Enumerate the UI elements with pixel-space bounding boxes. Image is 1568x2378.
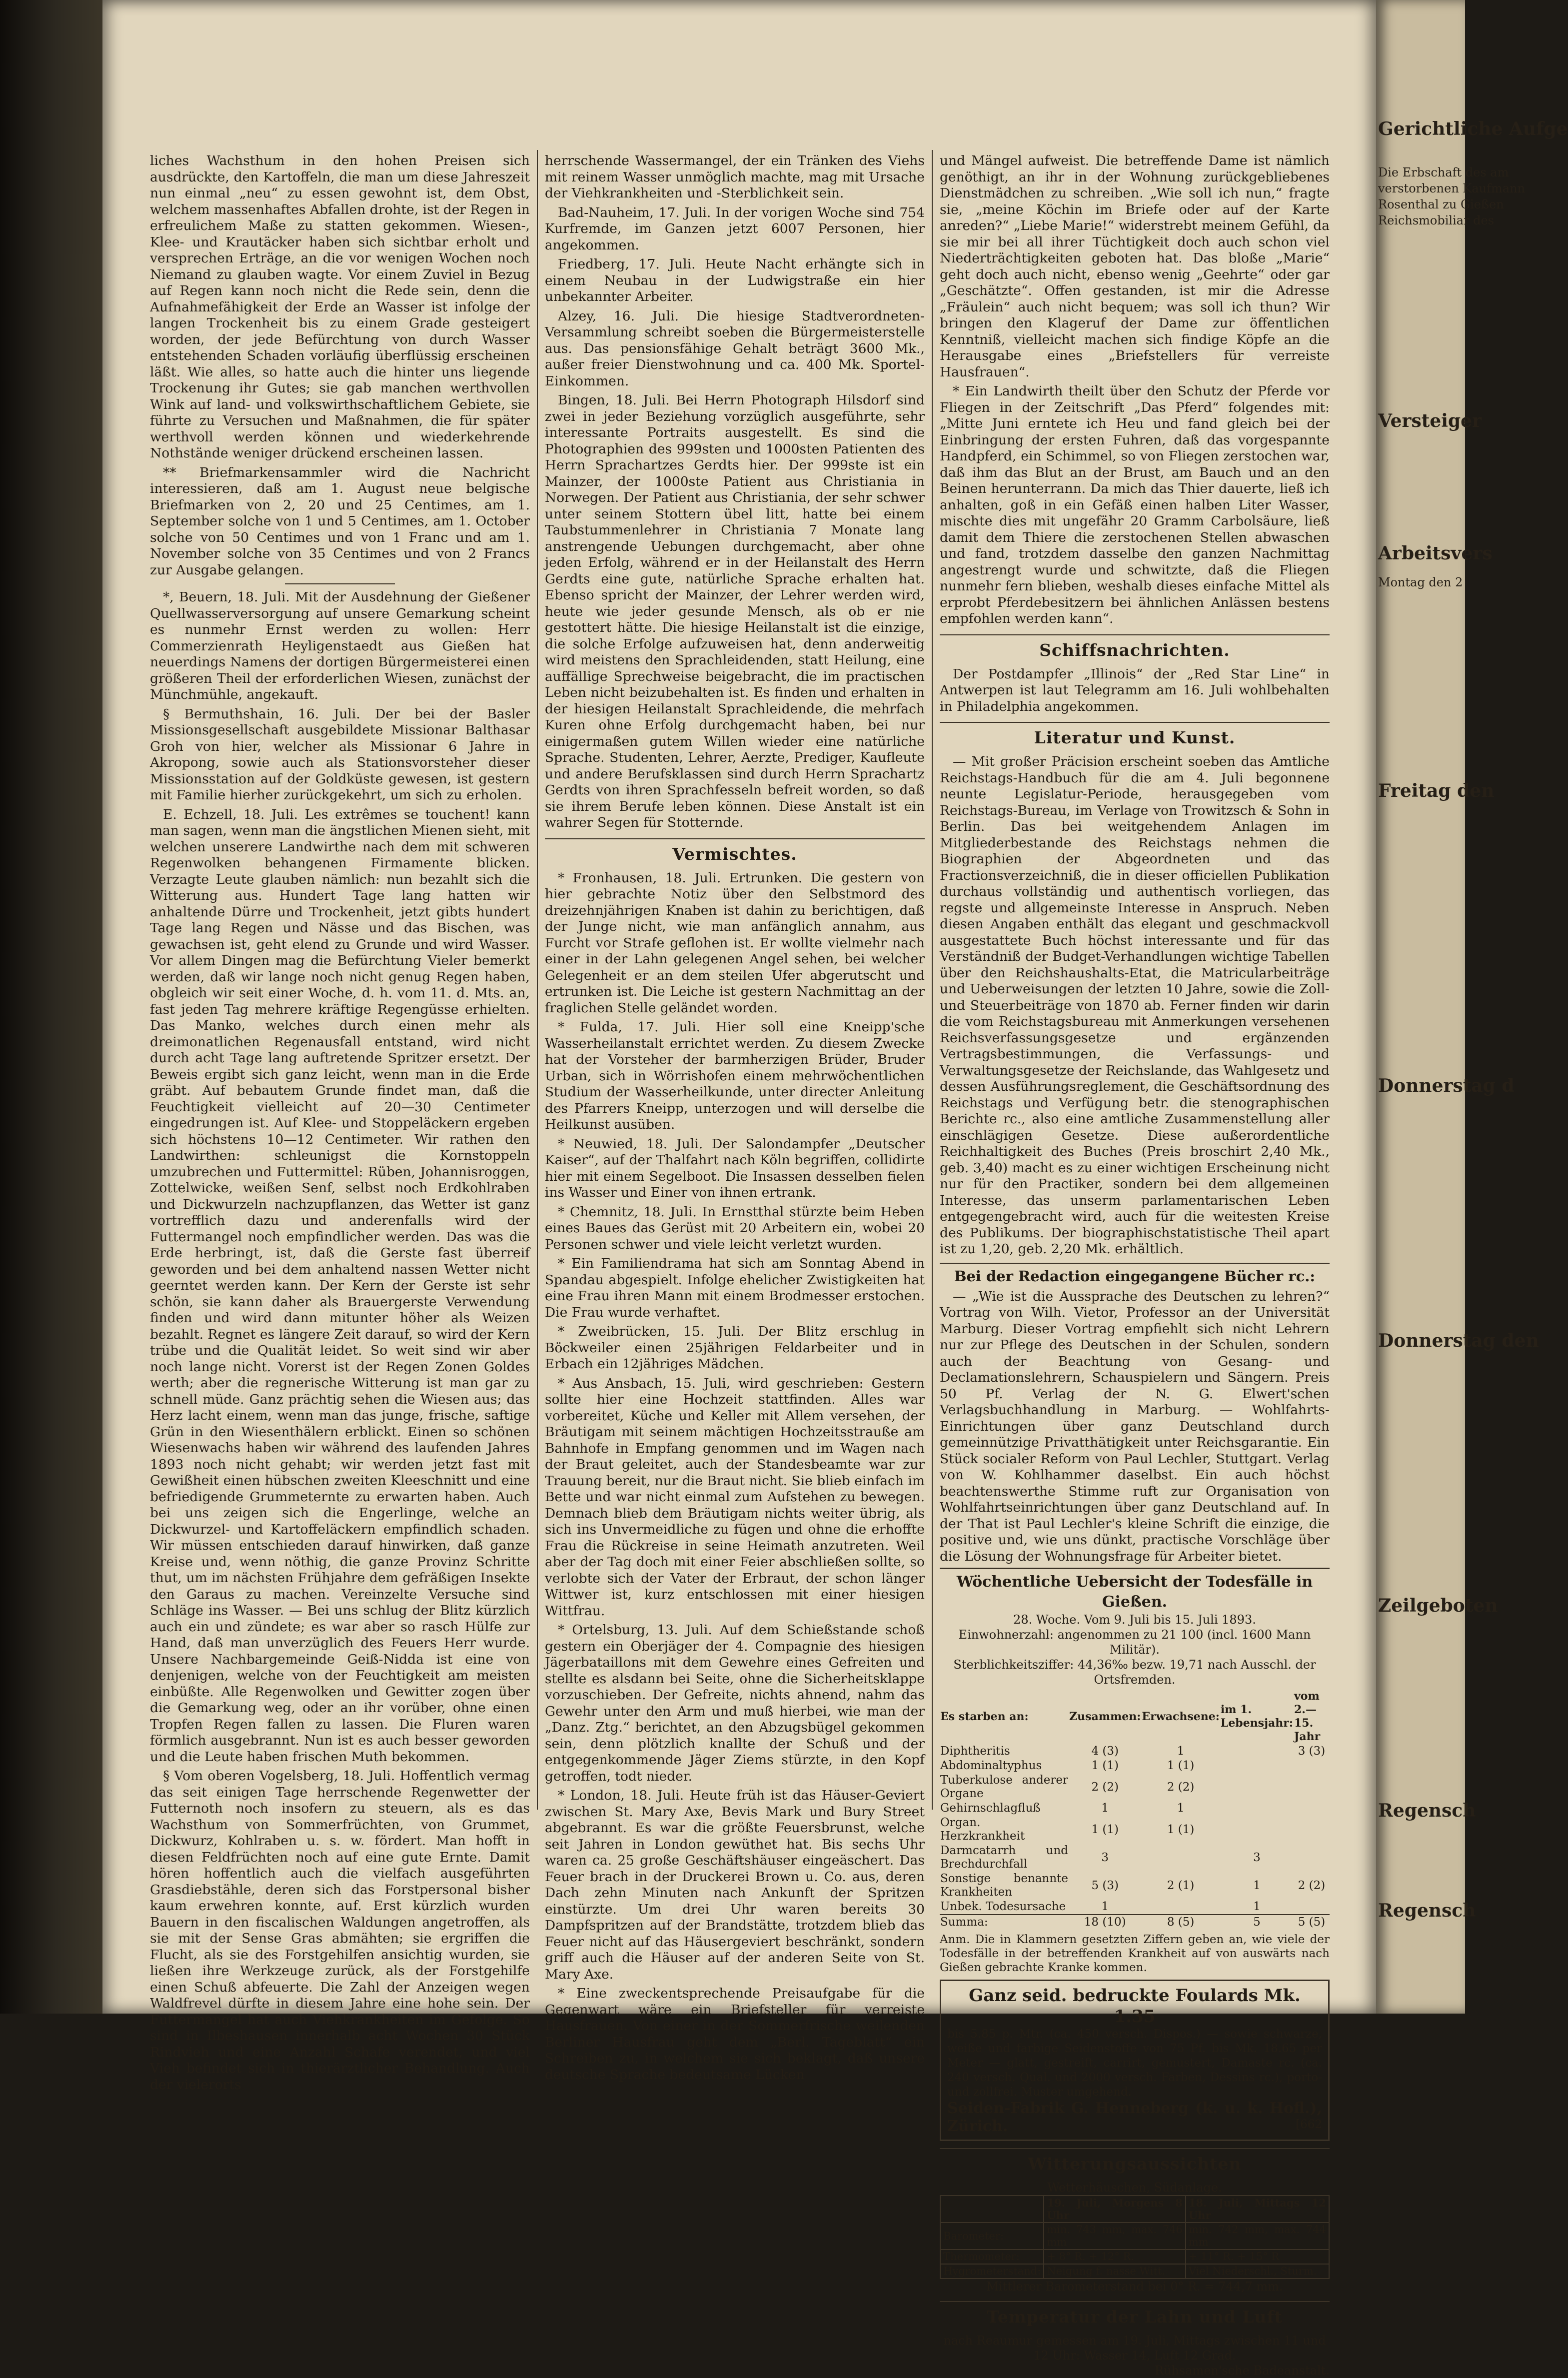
column-2 <box>545 153 925 2083</box>
table-cell: Organ. Herzkrankheit <box>940 1816 1025 1843</box>
article-paragraph: ** Briefmarkensammler wird die Nachricht interessieren, daß am 1. August neue belgische Briefmarken von 2, 20 und 25 Centimes, am 1. September solche von 1 und 5 Centimes, am 1. October solche von 50 Centimes und von 1 Franc und am 1. November solche von 35 Centimes und von 2 Francs zur Ausgabe gelangen. <box>150 464 530 578</box>
article-paragraph: * Ein Landwirth theilt über den Schutz der Pferde vor Fliegen in der Zeitschrift „Das Pferd“ folgendes mit: „Mitte Juni erntete ich Heu und fand gleich bei der Einbringung der ersten Fuhren, daß das vorgespannte Handpferd, ein Schimmel, so von Fliegen zerstochen war, daß ihm das Blut an der Brust, am Bauch und an den Beinen herunterrann. Da mich das Thier dauerte, ließ ich anhalten, goß in ein Gefäß einen halben Liter Wasser, mischte dies mit ungefähr 20 Gramm Carbolsäure, ließ damit dem Thiere die zerstochenen Stellen abwaschen und fand, trotzdem dasselbe den ganzen Nachmittag angestrengt wurde und schwitzte, daß die Fliegen nunmehr fern blieben, weshalb dieses einfache Mittel als erprobt Pferdebesitzern bei ähnlichen Anlässen bestens empfohlen werden kann“. <box>940 383 1330 626</box>
section-heading-books: Bei der Redaction eingegangene Bücher rc.: <box>940 1263 1330 1286</box>
edge-heading: Versteiger <box>1378 410 1482 431</box>
table-cell: 1 (1) <box>1091 1759 1119 1772</box>
mortality-week: 28. Woche. Vom 9. Juli bis 15. Juli 1893. <box>1013 1613 1256 1627</box>
edge-heading: Donnerstag den <box>1378 1330 1539 1351</box>
table-cell: 2 (2) <box>1167 1780 1195 1794</box>
article-paragraph: Der Postdampfer „Illinois“ der „Red Star Line“ in Antwerpen ist laut Telegramm am 16. Juli wohlbehalten in Philadelphia angekommen. <box>940 666 1330 714</box>
table-cell: Neigung f. nasse Witt. <box>1044 2264 1186 2279</box>
article-paragraph: * Aus Ansbach, 15. Juli, wird geschrieben: Gestern sollte hier eine Hochzeit stattfinden. Alles war vorbereitet, Küche und Keller mit Allem versehen, der Bräutigam mit seinem mächtigen Hochzeitsstrauße am Bahnhofe in Empfang genommen und im Wagen nach der Braut geleitet, auch der Standesbeamte war zur Trauung bereit, nur die Braut nicht. Sie blieb einfach im Bette und war nicht einmal zum Aufstehen zu bewegen. Demnach blieb dem Bräutigam nichts weiter übrig, als sich ins Unvermeidliche zu fügen und ohne die erhoffte Frau die Rückreise in seine Heimath anzutreten. Weil aber der Tag doch mit einer Feier abschließen sollte, so verlobte sich der Vater der Erbraut, der schon länger Wittwer ist, kurz entschlossen mit einer hiesigen Wittfrau. <box>545 1375 925 1619</box>
table-cell <box>1294 1773 1330 1801</box>
ad-headline: Ganz seid. bedruckte Foulards Mk. 1.35 <box>969 1986 1301 2027</box>
table-header-row <box>940 2196 1329 2223</box>
column-1 <box>150 153 530 2093</box>
table-cell: 4 (3) <box>1091 1745 1119 1758</box>
article-paragraph: * Ortelsburg, 13. Juli. Auf dem Schießstande schoß gestern ein Oberjäger der 4. Compagnie des hiesigen Jägerbataillons mit dem Gewehre eines Gefreiten und stellte es alsdann bei Seite, ohne die Sicherheitsklappe vorzuschieben. Der Gefreite, nichts ahnend, nahm das Gewehr unter den Arm und muß hierbei, wie man der „Danz. Ztg.“ berichtet, an den Abzugsbügel gekommen sein, denn plötzlich knallte der Schuß und der entgegenkommende Jäger Ziems stürzte, in den Kopf getroffen, todt nieder. <box>545 1622 925 1784</box>
article-paragraph: — Mit großer Präcision erscheint soeben das Amtliche Reichstags-Handbuch für die am 4. Juli begonnene neunte Legislatur-Periode, herausgegeben vom Reichstags-Bureau, im Verlage von Trowitzsch & Sohn in Berlin. Das bei weitgehendem Anlagen im Mitgliederbestande des Reichstags nehmen die Biographien der Abgeordneten und das Fractionsverzeichniß, die in dieser officiellen Publikation durchaus vollständig und authentisch vorliegen, das regste und allgemeinste Interesse in Anspruch. Neben diesen Angaben enthält das elegant und geschmackvoll ausgestattete Buch höchst interessante und für das Verständniß der Budget-Verhandlungen wichtige Tabellen über den Reichshaushalts-Etat, die Matricularbeiträge und Ueberweisungen der letzten 10 Jahre, sowie die Zoll- und Steuerbeiträge von 1870 ab. Ferner finden wir darin die vom Reichstagsbureau mit Anmerkungen versehenen Reichsverfassungsgesetze und ergänzenden Vertragsbestimmungen, die Verfassungs- und Verwaltungsgesetze der Reichslande, das Wahlgesetz und dessen Ausführungsreglement, die Geschäftsordnung des Reichstags und Verfügung betr. die stenographischen Berichte rc., also eine amtliche Zusammenstellung aller einschlägigen Gesetze. Diese außerordentliche Reichhaltigkeit des Buches (Preis broschirt 2,40 Mk., geb. 3,40) macht es zu einer wichtigen Erscheinung nicht nur für den Practiker, sondern bei dem allgemeinen Interesse, das unserm parlamentarischen Leben entgegengebracht wird, auch für die weitesten Kreise des Publikums. Der biographischstatistische Theil apart ist zu 1,20, geb. 2,20 Mk. erhältlich. <box>940 754 1330 1257</box>
table-row <box>940 1816 1330 1844</box>
table-cell: 1 <box>1177 1745 1185 1758</box>
table-cell <box>1141 1844 1220 1872</box>
table-cell: Barometer: <box>940 2223 1044 2250</box>
table-header-cell: vom 2.—15. Jahr <box>1294 1690 1321 1743</box>
edge-heading: Regensch <box>1378 1900 1476 1921</box>
table-cell: + 8° R. + 12° R. <box>1044 2250 1186 2264</box>
table-row <box>940 1773 1330 1801</box>
table-cell <box>1220 1801 1294 1816</box>
article-paragraph: * Ein Familiendrama hat sich am Sonntag Abend in Spandau abgespielt. Infolge ehelicher Zwistigkeiten hat eine Frau ihren Mann mit einem Brodmesser erstochen. Die Frau wurde verhaftet. <box>545 1256 925 1320</box>
table-cell: 3 (3) <box>1298 1745 1326 1758</box>
table-cell <box>1294 1900 1330 1915</box>
table-cell <box>1220 1744 1294 1759</box>
edge-heading: Arbeitsvers <box>1378 543 1493 564</box>
ad-body: bis 5.85 p. Mtr. (ca. 450 versch. Dispos.) — sowie schwarze, weiße und farbige Seidenstoffe von 75 Pf. bis Mk. 18.65 per Meter — glatt, gestreift, carrirt, gemustert, Damaste rc. (ca. 240 versch. Qual. und 2000 versch. Farben, Dessins rc.), porto- und zollfrei. Muster umgehend. <box>947 2028 1322 2099</box>
table-row <box>940 1759 1330 1773</box>
edge-text-line: Montag den 2 <box>1378 575 1463 589</box>
article-paragraph: * Fronhausen, 18. Juli. Ertrunken. Die gestern von hier gebrachte Notiz über den Selbstmord des dreizehnjährigen Knaben ist dahin zu berichtigen, daß der Junge nicht, wie man anfänglich annahm, aus Furcht vor Strafe geflohen ist. Er wollte vielmehr nach einer in der Lahn gelegenen Angel sehen, bei welcher Gelegenheit er an dem steilen Ufer abgerutscht und ertrunken ist. Die Leiche ist gestern Nachmittag an der fraglichen Stelle geländet worden. <box>545 870 925 1016</box>
section-heading-literature: Literatur und Kunst. <box>940 722 1330 749</box>
edge-heading: Zeilgeboten <box>1378 1595 1498 1616</box>
table-cell: 5 (3) <box>1091 1879 1119 1892</box>
edge-heading: Regensch <box>1378 1800 1476 1821</box>
article-paragraph: * Fulda, 17. Juli. Hier soll eine Kneipp'sche Wasserheilanstalt errichtet werden. Zu diesem Zwecke hat der Vorsteher der barmherzigen Brüder, Bruder Urban, sich in Wörrishofen einem mehrwöchentlichen Studium der Wasserheilkunde, unter directer Anleitung des Pfarrers Kneipp, unterzogen und will derselbe die Heilkunst ausüben. <box>545 1019 925 1132</box>
mortality-note: Anm. Die in Klammern gesetzten Ziffern geben an, wie viele der Todesfälle in der betreffenden Krankheit auf von auswärts nach Gießen gebrachte Kranke kommen. <box>940 1933 1330 1974</box>
column-rule <box>932 150 933 1810</box>
table-cell: Unbek. Todesursache <box>940 1900 1066 1913</box>
table-cell: 18 (10) <box>1069 1915 1141 1930</box>
advertisement-foulards <box>940 1980 1330 2141</box>
table-cell <box>1220 1773 1294 1801</box>
temperature-text: nach Reaumur gemessen am 19. Juli, Mittags zwischen 11 und 12 Uhr: Wasser 14, Luft 12 Grad. <box>943 2334 1326 2363</box>
edge-heading: Freitag den <box>1378 780 1495 801</box>
divider <box>285 583 395 584</box>
article-paragraph: E. Echzell, 18. Juli. Les extrêmes se touchent! kann man sagen, wenn man die ängstlichen Mienen sieht, mit welchen unserere Landwirthe nach dem mit schweren Regenwolken behangenen Firmamente blicken. Verzagte Leute glauben nämlich: nun bezahlt sich die Witterung aus. Hundert Tage lang hatten wir anhaltende Dürre und Trockenheit, jetzt gibts hundert Tage lang Regen und Nässe und das Bischen, was gewachsen ist, geht elend zu Grunde und wird Wasser. Vor allem Dingen mag die Befürchtung Vieler bemerkt werden, daß wir lange noch nicht genug Regen haben, obgleich wir seit einer Woche, d. h. vom 11. d. Mts. an, fast jeden Tag mehrere kräftige Regengüsse erhielten. Das Manko, welches durch einen mehr als dreimonatlichen Regenausfall entstand, wird nicht durch acht Tage lang auftretende Spritzer ersetzt. Der Beweis ergibt sich ganz leicht, wenn man in die Erde gräbt. Auf bebautem Grunde findet man, daß die Feuchtigkeit vielleicht auf 20—30 Centimeter eingedrungen ist. Auf Klee- und Stoppeläckern ergeben sich höchstens 10—12 Centimeter. Wir rathen den Landwirthen: schleunigst die Kornstoppeln umzubrechen und Futtermittel: Rüben, Johannisroggen, Zottelwicke, weißen Senf, selbst noch Erdkohlraben und Dickwurzeln nachzupflanzen, das Wetter ist ganz vortrefflich dazu und anderenfalls wird der Futtermangel noch empfindlicher werden. Das was die Erde herbringt, ist, daß die Gerste fast überreif geworden und bei dem anhaltend nassen Wetter nicht geerntet werden kann. Der Kern der Gerste ist sehr schön, sie kann daher als Brauergerste Verwendung finden und wird dann mitunter höher als Weizen bezahlt. Regnet es längere Zeit darauf, so wird der Kern trübe und die Qualität leidet. So weit sind wir aber noch lange nicht. Vorerst ist der Regen Zonen Goldes werth; aber die regnerische Witterung ist man gar zu schnell müde. Ganz prächtig sehen die Wiesen aus; das Herz lacht einem, wenn man das junge, frische, saftige Grün in den Wiesenthälern erblickt. Einen so schönen Wiesenwachs haben wir während des laufenden Jahres 1893 noch nicht gehabt; wir werden jetzt fast mit Gewißheit einen hübschen zweiten Kleeschnitt und eine befriedigende Grummeternte zu erwarten haben. Auch bei uns zeigen sich die Engerlinge, welche an Dickwurzel- und Kartoffeläckern empfindlich schaden. Wir müssen entschieden darauf hinwirken, daß ganze Kreise und, wenn nöthig, die ganze Provinz Schritte thut, um im nächsten Frühjahre dem gefräßigen Insekte den Garaus zu machen. Vereinzelte Versuche sind Schläge ins Wasser. — Bei uns schlug der Blitz kürzlich auch ein und zündete; es war aber so rasch Hülfe zur Hand, daß man unverzüglich des Feuers Herr wurde. Unsere Nachbargemeinde Geiß-Nidda ist eine von denjenigen, welche von der Feuchtigkeit am meisten einbüßte. Alle Regenwolken und Gewitter zogen über die Gemarkung weg, oder an ihr vorüber, ohne einen Tropfen Regen fallen zu lassen. Die Fluren waren förmlich ausgebrannt. Nun ist es auch besser geworden und die Leute haben frischen Muth bekommen. <box>150 806 530 1765</box>
table-cell: 3 <box>1101 1851 1109 1864</box>
table-cell: 2 (2) <box>1298 1879 1326 1892</box>
article-paragraph: Bad-Nauheim, 17. Juli. In der vorigen Woche sind 754 Kurfremde, im Ganzen jetzt 6007 Personen, hier angekommen. <box>545 204 925 253</box>
table-cell: 2 (2) <box>1091 1780 1119 1794</box>
weather-mean: Mittlerer Barometerstand bei 0° R. = 744,7 mm. <box>986 2280 1283 2294</box>
article-paragraph: herrschende Wassermangel, der ein Tränken des Viehs mit reinem Wasser unmöglich machte, mag mit Ursache der Viehkrankheiten und -Sterblichkeit sein. <box>545 153 925 201</box>
column-3 <box>940 153 1330 2378</box>
table-cell: Tuberkulose anderer Organe <box>940 1774 1069 1800</box>
table-cell: min. 743 mm, max. 746 mm <box>1044 2223 1186 2250</box>
table-cell: 1 <box>1101 1802 1109 1815</box>
article-paragraph: * London, 18. Juli. Heute früh ist das Häuser-Geviert zwischen St. Mary Axe, Bevis Mark und Bury Street abgebrannt. Es war die größte Feuersbrunst, welche seit Jahren in London gewüthet hat. Bis sechs Uhr waren ca. 25 große Geschäftshäuser eingeäschert. Das Feuer brach in der Druckerei Brown u. Co. aus, deren Dach zehn Minuten nach Ankunft der Spritzen einstürzte. Um drei Uhr waren bereits 30 Dampfspritzen auf der Brandstätte, trotzdem blieb das Feuer nicht auf das Häusergeviert beschränkt, sondern griff auch die Häuser auf der anderen Seite von St. Mary Axe. <box>545 1788 925 1982</box>
article-paragraph: Friedberg, 17. Juli. Heute Nacht erhängte sich in einem Neubau in der Ludwigstraße ein hier unbekannter Arbeiter. <box>545 256 925 304</box>
table-cell: 5 <box>1220 1915 1294 1930</box>
table-header-cell: 19. Juli, Morgens 8 Uhr <box>1044 2196 1186 2223</box>
section-heading-ships: Schiffsnachrichten. <box>940 634 1330 661</box>
article-paragraph: *, Beuern, 18. Juli. Mit der Ausdehnung der Gießener Quellwasserversorgung auf unsere Gemarkung scheint es nunmehr Ernst werden zu wollen: Herr Commerzienrath Heyligenstaedt aus Gießen hat neuerdings Namens der dortigen Bürgermeisterei einen größeren Theil der erforderlichen Wiesen, zunächst der Münchmühle, angekauft. <box>150 589 530 702</box>
table-cell: 1 (1) <box>1091 1823 1119 1836</box>
table-header-cell: Zusammen: <box>1069 1710 1141 1723</box>
table-sum-row <box>940 1915 1330 1930</box>
edge-heading: Gerichtliche Aufge <box>1378 118 1568 139</box>
table-row <box>940 2250 1329 2264</box>
table-cell: Summa: <box>940 1915 1069 1930</box>
table-cell: 5 (5) <box>1294 1915 1330 1930</box>
table-cell: 3 <box>1253 1851 1261 1864</box>
article-paragraph: § Vom oberen Vogelsberg, 18. Juli. Hoffentlich vermag das seit einigen Tage herrschende Regenwetter der Futternoth noch insofern zu steuern, als es das Wachsthum von Sommerfrüchten, von Grummet, Dickwurz, Kohlraben u. s. w. fördert. Man hofft in diesen Feldfrüchten noch auf eine gute Ernte. Damit hören hoffentlich auch die vielfach ausgeführten Grasdiebstähle, deren sich das Forstpersonal bisher kaum erwehren konnte, auf. Erst kürzlich wurden Bauern in den fiscalischen Waldungen angetroffen, als sie mit der Sense Gras abmähten; sie ergriffen die Flucht, als sie des Forstgehilfen ansichtig wurden, sie ließen ihre Werkzeuge zurück, als der Forstgehilfe einen Schuß abfeuerte. Die Zahl der Anzeigen wegen Waldfrevel dürfte in diesem Jahre eine hohe sein. Der Futtermangel hat auch Viehkrankheiten im Gefolge. So sind in Ilbeshausen innerhalb acht Wochen 30 Stück Rindvieh und eine Anzahl Schafe verendet, und viel Vieh befindet sich in thierärztlicher Behandlung. Auch der vielerorts <box>150 1768 530 2093</box>
article-paragraph: Alzey, 16. Juli. Die hiesige Stadtverordneten-Versammlung schreibt soeben die Bürgermeisterstelle aus. Das pensionsfähige Gehalt beträgt 3600 Mk., außer freier Dienstwohnung und ca. 400 Mk. Sportel-Einkommen. <box>545 308 925 389</box>
article-paragraph: Bingen, 18. Juli. Bei Herrn Photograph Hilsdorf sind zwei in jeder Beziehung vorzüglich ausgeführte, sehr interessante Portraits ausgestellt. Es sind die Photographien des 999sten und 1000sten Patienten des Herrn Sprachartzes Gerdts hier. Der 999ste ist ein Mainzer, der 1000ste Patient aus Christiania in Norwegen. Der Patient aus Christiania, der sehr schwer unter seinem Stottern übel litt, hatte bei einem Taubstummenlehrer in Christiania 7 Monate lang anstrengende Uebungen durchgemacht, aber ohne jeden Erfolg, während er in der Heilanstalt des Herrn Gerdts eine gute, natürliche Sprache erhalten hat. Ebenso spricht der Mainzer, der Lehrer werden wird, heute wie jeder gesunde Mensch, als ob er nie gestottert hätte. Die hiesige Heilanstalt ist die einzige, die solche Erfolge aufzuweisen hat, denn anderweitig wird meistens den Sprachleidenden, statt Heilung, eine auffällige Sprechweise beigebracht, die im practischen Leben nicht beizubehalten ist. Es finden und erhalten in der hiesigen Heilanstalt Sprachleidende, die mehrfach Kuren ohne Erfolg durchgemacht haben, bei nur einigermaßen gutem Willen wieder eine natürliche Sprache. Studenten, Lehrer, Aerzte, Prediger, Kaufleute und andere Berufsklassen sind durch Herrn Sprachartz Gerdts von ihren Sprachfesseln befreit worden, so daß sie ihrem Berufe leben können. Diese Anstalt ist ein wahrer Segen für Stotternde. <box>545 392 925 830</box>
next-page-edge <box>1376 0 1568 2014</box>
table-cell <box>1294 1816 1330 1844</box>
table-cell: Diphtheritis <box>940 1745 1010 1758</box>
section-heading-weather: Witterungsaussichten <box>940 2148 1330 2175</box>
edge-text-line: verstorbenen Kaufmann <box>1378 181 1525 195</box>
table-header-cell: 18. Juli, Mittags 12 Uhr <box>1186 2196 1329 2223</box>
weather-subtitle: Wetterhäuschen, Südanlage. <box>1047 2181 1222 2195</box>
article-paragraph: * Chemnitz, 18. Juli. In Ernstthal stürzte beim Heben eines Baues das Gerüst mit 20 Arbeitern ein, wobei 20 Personen schwer und viele leicht verletzt wurden. <box>545 1204 925 1252</box>
table-row <box>940 2264 1329 2279</box>
table-cell: Hygrometerstand: <box>940 2264 1044 2279</box>
column-rule <box>537 150 538 1810</box>
section-heading-temperature: Temperatur der Lahn und Luft <box>940 2301 1330 2328</box>
table-cell: Thermometer: <box>940 2250 1044 2264</box>
edge-text-line: Die Erbschaft des am <box>1378 165 1509 179</box>
edge-text-line: Reichsmobiliar des <box>1378 213 1495 227</box>
mortality-rate: Sterblichkeitsziffer: 44,36‰ bezw. 19,71 nach Ausschl. der Ortsfremden. <box>953 1658 1316 1687</box>
table-row <box>940 1801 1330 1816</box>
book-spine <box>0 0 102 2014</box>
temperature-signature: Rühsamen'sche Badeanstalt. <box>1154 2364 1330 2378</box>
table-cell: Abdominaltyphus <box>940 1759 1042 1772</box>
article-paragraph: § Bermuthshain, 16. Juli. Der bei der Basler Missionsgesellschaft ausgebildete Missionar Balthasar Groh von hier, welcher als Missionar 6 Jahre in Akropong, sowie auch als Stationsvorsteher dieser Missionsstation auf der Goldküste gewesen, ist gestern mit Familie hierher zurückgekehrt, um sich zu erholen. <box>150 706 530 803</box>
section-heading-vermischtes: Vermischtes. <box>545 838 925 865</box>
table-cell <box>1294 1844 1330 1872</box>
table-cell: 1 <box>1253 1879 1261 1892</box>
table-cell: 1 <box>1253 1900 1261 1913</box>
article-paragraph: und Mängel aufweist. Die betreffende Dame ist nämlich genöthigt, an ihr in der Wohnung zurückgebliebenes Dienstmädchen zu schreiben. „Wie soll ich nun,“ fragte sie, „meine Köchin im Briefe oder auf der Karte anreden?“ „Liebe Marie!“ widerstrebt meinem Gefühl, da sie mir bei all ihrer Tüchtigkeit doch auch schon viel Niederträchtigkeiten geboten hat. Das bloße „Marie“ geht doch auch nicht, ebenso wenig „Geehrte“ oder gar „Geschätzte“. Offen gestanden, ist mir die Adresse „Fräulein“ auch nicht bequem; was soll ich thun? Wir bringen den Klageruf der Dame zur öffentlichen Kenntniß, vielleicht machen sich findige Köpfe an die Herausgabe eines „Briefstellers für verreiste Hausfrauen“. <box>940 153 1330 380</box>
mortality-population: Einwohnerzahl: angenommen zu 21 100 (incl. 1600 Mann Militär). <box>958 1628 1311 1657</box>
edge-text-line: Rosenthal zu Gießen <box>1378 197 1504 211</box>
table-row <box>940 2223 1329 2250</box>
weather-table <box>940 2195 1330 2279</box>
edge-heading: Donnerstag d <box>1378 1075 1515 1096</box>
table-cell <box>1294 1801 1330 1816</box>
table-cell: min. 742 mm, max. 744 mm <box>1186 2223 1329 2250</box>
table-cell: 1 <box>1101 1900 1109 1913</box>
table-cell: 1 (1) <box>1167 1823 1195 1836</box>
table-cell <box>1294 1759 1330 1773</box>
table-header-cell: Erwachsene: <box>1142 1710 1220 1723</box>
table-cell: 8 (5) <box>1141 1915 1220 1930</box>
table-cell: Viel Niederschl., Sturm. <box>1186 2264 1329 2279</box>
table-cell <box>1141 1900 1220 1915</box>
table-header-cell <box>940 2196 1044 2223</box>
table-row <box>940 1744 1330 1759</box>
table-cell <box>1220 1759 1294 1773</box>
table-row <box>940 1900 1330 1915</box>
table-cell: + 11° R. + 15° R <box>1186 2250 1329 2264</box>
table-cell: 2 (1) <box>1167 1879 1195 1892</box>
table-cell <box>1220 1816 1294 1844</box>
table-row <box>940 1844 1330 1872</box>
table-header-cell: Es starben an: <box>940 1710 1029 1723</box>
table-row <box>940 1872 1330 1900</box>
table-cell: Darmcatarrh und Brechdurchfall <box>940 1844 1069 1871</box>
article-paragraph: — „Wie ist die Aussprache des Deutschen zu lehren?“ Vortrag von Wilh. Vietor, Professor an der Universität Marburg. Dieser Vortrag empfiehlt sich nicht Lehrern nur zur Pflege des Deutschen in der Schulen, sondern auch der Beachtung von Gesang- und Declamationslehrern, Schauspielern und Sängern. Preis 50 Pf. Verlag der N. G. Elwert'schen Verlagsbuchhandlung in Marburg. — Wohlfahrts-Einrichtungen über ganz Deutschland durch gemeinnützige Privatthätigkeit unter Reichsgarantie. Ein Stück socialer Reform von Paul Lechler, Stuttgart. Verlag von W. Kohlhammer daselbst. Ein auch höchst beachtenswerthe Stimme ruft zur Organisation von Wohlfahrtseinrichtungen über ganz Deutschland auf. In der That ist Paul Lechler's kleine Schrift die einzige, die positive und, wie uns dünkt, practische Vorschläge über die Lösung der Wohnungsfrage für Arbeiter bietet. <box>940 1288 1330 1564</box>
article-paragraph: * Eine zweckentsprechende Preisaufgabe für die Gegenwart wäre ein Briefsteller für verreiste Hausfrauen. Von einer in der Sommerfrische weilenden Berliner Hausfrau geht dem „Berl. Tageblatt“ ein Schreiben zu, in welchem sie sich beklagt, daß unsere deutsche Sprache bedeutsame Lücken <box>545 1986 925 2083</box>
table-cell: 1 <box>1177 1802 1185 1815</box>
article-paragraph: liches Wachsthum in den hohen Preisen sich ausdrückte, den Kartoffeln, die man um diese Jahreszeit nun einmal „neu“ zu essen gewohnt ist, dem Obst, welchem massenhaftes Abfallen drohte, ist der Regen in erfreulichem Maße zu statten gekommen. Wiesen-, Klee- und Krautäcker haben sich sichtbar erholt und versprechen Erträge, an die vor wenigen Wochen noch Niemand zu glauben wagte. Vor einem Zuviel in Bezug auf Regen kann noch nicht die Rede sein, denn die Aufnahmefähigkeit der Erde an Wasser ist infolge der langen Trockenheit bis zu einem Grade gesteigert worden, der jede Befürchtung von durch Wasser entstehenden Schaden vorläufig überflüssig erscheinen läßt. Wie alles, so hatte auch die hinter uns liegende Trockenung ihr Gutes; sie gab manchen werthvollen Wink auf land- und volkswirthschaftlichem Gebiete, sie führte zu Versuchen und Maßnahmen, die für später werthvoll werden können und wiederkehrende Nothstände weniger drückend erscheinen lassen. <box>150 153 530 461</box>
table-cell: 1 (1) <box>1167 1759 1195 1772</box>
article-paragraph: * Zweibrücken, 15. Juli. Der Blitz erschlug in Böckweiler einen 25jährigen Feldarbeiter und in Erbach ein 12jähriges Mädchen. <box>545 1324 925 1372</box>
article-paragraph: * Neuwied, 18. Juli. Der Salondampfer „Deutscher Kaiser“, auf der Thalfahrt nach Köln begriffen, collidirte hier mit einem Segelboot. Die Insassen desselben fielen ins Wasser und Einer von ihnen ertrank. <box>545 1136 925 1200</box>
ad-company: Seiden-Fabrik G. Henneberg (k. u. k. Hofl.), Zürich. <box>947 2100 1322 2135</box>
table-cell: Gehirnschlagfluß <box>940 1802 1041 1815</box>
table-cell: Sonstige benannte Krankheiten <box>940 1872 1069 1899</box>
mortality-title: Wöchentliche Uebersicht der Todesfälle in Gießen. <box>940 1568 1330 1612</box>
mortality-table <box>940 1689 1330 1930</box>
table-header-cell: im 1. Lebensjahr: <box>1220 1703 1293 1730</box>
table-header-row <box>940 1689 1330 1744</box>
ad-reference: [662 <box>1296 2118 1322 2131</box>
